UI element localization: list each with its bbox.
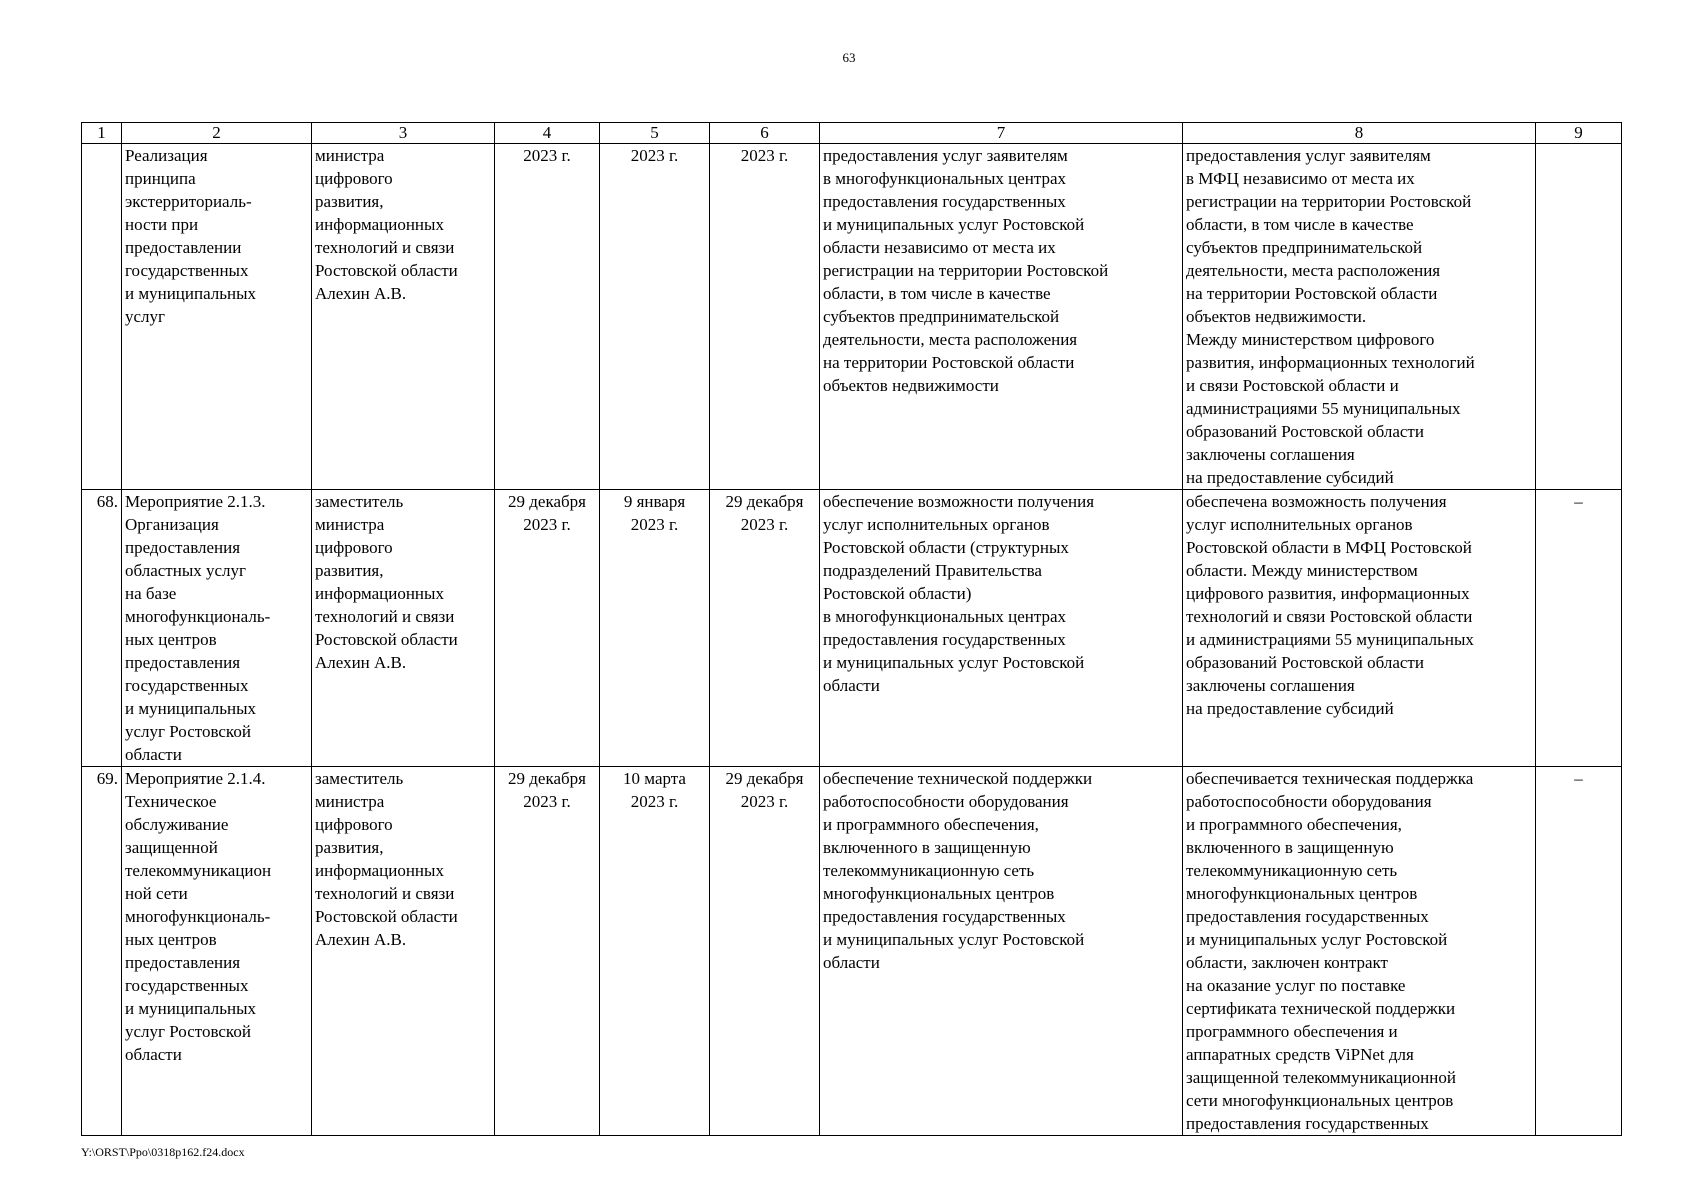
measure-name: Мероприятие 2.1.4. Техническое обслуживание защищенной телекоммуникацион ной сети многофункциональ- ных центров предоставления государственных и муниципальных услуг Ростовской области — [122, 767, 312, 1136]
table-header-row — [82, 123, 1622, 144]
expected-result: обеспечение технической поддержки работоспособности оборудования и программного обеспечения, включенного в защищенную телекоммуникационную сеть многофункциональных центров предоставления государственных и муниципальных услуг Ростовской области — [820, 767, 1183, 1136]
plan-table — [81, 122, 1622, 1136]
row-number: 69. — [82, 767, 122, 1136]
date-col-6: 2023 г. — [710, 144, 820, 490]
header-cell: 1 — [82, 123, 122, 144]
expected-result: предоставления услуг заявителям в многофункциональных центрах предоставления государственных и муниципальных услуг Ростовской области независимо от места их регистрации на территории Ростовской области, в том числе в качестве субъектов предпринимательской деятельности, места расположения на территории Ростовской области объектов недвижимости — [820, 144, 1183, 490]
date-col-6: 29 декабря 2023 г. — [710, 767, 820, 1136]
header-cell: 7 — [820, 123, 1183, 144]
header-cell: 8 — [1183, 123, 1536, 144]
date-col-4: 29 декабря 2023 г. — [495, 767, 600, 1136]
date-col-5: 9 января 2023 г. — [600, 490, 710, 767]
date-col-4: 29 декабря 2023 г. — [495, 490, 600, 767]
page-number: 63 — [842, 50, 856, 65]
header-cell: 2 — [122, 123, 312, 144]
measure-name: Мероприятие 2.1.3. Организация предоставления областных услуг на базе многофункциональ- ных центров предоставления государственных и муниципальных услуг Ростовской области — [122, 490, 312, 767]
actual-result: обеспечена возможность получения услуг исполнительных органов Ростовской области в МФЦ Ростовской области. Между министерством цифрового развития, информационных технологий и связи Ростовской области и администрациями 55 муниципальных образований Ростовской области заключены соглашения на предоставление субсидий — [1183, 490, 1536, 767]
actual-result: предоставления услуг заявителям в МФЦ независимо от места их регистрации на территории Ростовской области, в том числе в качестве субъектов предпринимательской деятельности, места расположения на территории Ростовской области объектов недвижимости. Между министерством цифрового развития, информационных технологий и связи Ростовской области и администрациями 55 муниципальных образований Ростовской области заключены соглашения на предоставление субсидий — [1183, 144, 1536, 490]
header-cell: 9 — [1536, 123, 1622, 144]
col-9-value: – — [1536, 490, 1622, 767]
row-number: 68. — [82, 490, 122, 767]
date-col-5: 2023 г. — [600, 144, 710, 490]
row-number — [82, 144, 122, 490]
table-row — [82, 767, 1622, 1136]
measure-name: Реализация принципа экстерриториаль- ности при предоставлении государственных и муниципальных услуг — [122, 144, 312, 490]
header-cell: 4 — [495, 123, 600, 144]
responsible-person: заместитель министра цифрового развития, информационных технологий и связи Ростовской области Алехин А.В. — [312, 767, 495, 1136]
actual-result: обеспечивается техническая поддержка работоспособности оборудования и программного обеспечения, включенного в защищенную телекоммуникационную сеть многофункциональных центров предоставления государственных и муниципальных услуг Ростовской области, заключен контракт на оказание услуг по поставке сертификата технической поддержки программного обеспечения и аппаратных средств ViPNet для защищенной телекоммуникационной сети многофункциональных центров предоставления государственных — [1183, 767, 1536, 1136]
table-row — [82, 144, 1622, 490]
date-col-6: 29 декабря 2023 г. — [710, 490, 820, 767]
col-9-value — [1536, 144, 1622, 490]
col-9-value: – — [1536, 767, 1622, 1136]
header-cell: 3 — [312, 123, 495, 144]
table-row — [82, 490, 1622, 767]
header-cell: 5 — [600, 123, 710, 144]
date-col-4: 2023 г. — [495, 144, 600, 490]
date-col-5: 10 марта 2023 г. — [600, 767, 710, 1136]
header-cell: 6 — [710, 123, 820, 144]
expected-result: обеспечение возможности получения услуг исполнительных органов Ростовской области (структурных подразделений Правительства Ростовской области) в многофункциональных центрах предоставления государственных и муниципальных услуг Ростовской области — [820, 490, 1183, 767]
file-path-footer: Y:\ORST\Ppo\0318p162.f24.docx — [81, 1145, 245, 1159]
responsible-person: заместитель министра цифрового развития, информационных технологий и связи Ростовской области Алехин А.В. — [312, 490, 495, 767]
responsible-person: министра цифрового развития, информационных технологий и связи Ростовской области Алехин А.В. — [312, 144, 495, 490]
